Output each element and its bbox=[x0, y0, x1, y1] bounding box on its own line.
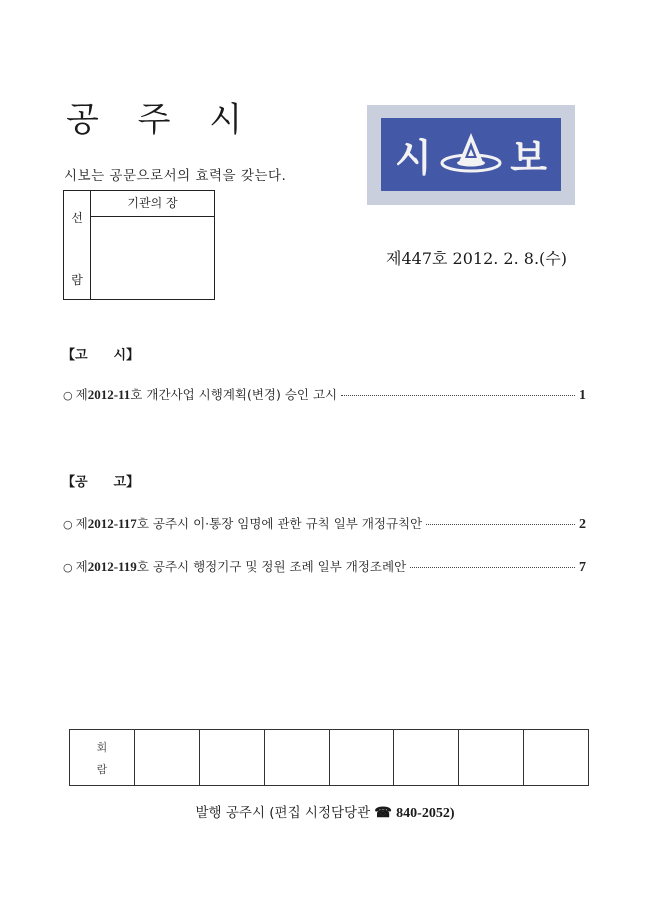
toc-leader-dots bbox=[426, 524, 575, 525]
sibo-logo bbox=[367, 105, 575, 205]
bullet-circle-icon: ○ bbox=[63, 389, 73, 402]
review-label-top: 선 bbox=[71, 211, 83, 225]
circulation-signature-cell bbox=[265, 730, 330, 785]
publisher-line bbox=[0, 801, 650, 822]
circulation-signature-cell bbox=[200, 730, 265, 785]
section-heading-announcement: 【고 시】 bbox=[62, 348, 140, 363]
toc-number: 2012-119 bbox=[87, 559, 137, 574]
toc-suffix: 호 bbox=[130, 387, 143, 402]
toc-prefix: 제 bbox=[75, 516, 88, 531]
toc-page-number: 7 bbox=[579, 560, 586, 575]
toc-leader-dots bbox=[341, 395, 575, 396]
review-box-header: 기관의 장 bbox=[91, 191, 214, 217]
circulation-signature-cell bbox=[135, 730, 200, 785]
publisher-text: 발행 공주시 (편집 시정담당관 bbox=[195, 805, 371, 821]
toc-title: 개간사업 시행계획(변경) 승인 고시 bbox=[146, 387, 338, 402]
phone-icon: ☎ bbox=[374, 806, 392, 821]
circulation-table bbox=[69, 729, 589, 786]
circulation-signature-cell bbox=[330, 730, 395, 785]
circulation-signature-cell bbox=[459, 730, 524, 785]
toc-page-number: 1 bbox=[579, 388, 586, 403]
toc-item[interactable] bbox=[63, 557, 586, 576]
toc-number: 2012-117 bbox=[87, 516, 137, 531]
review-box bbox=[63, 190, 215, 300]
toc-suffix: 호 bbox=[136, 559, 149, 574]
toc-title: 공주시 이·통장 임명에 관한 규칙 일부 개정규칙안 bbox=[152, 516, 423, 531]
review-box-side-label bbox=[64, 191, 91, 299]
section-heading-notice: 【공 고】 bbox=[62, 475, 140, 490]
circulation-signature-cell bbox=[524, 730, 588, 785]
toc-suffix: 호 bbox=[136, 516, 149, 531]
logo-char-left: 시 bbox=[395, 136, 432, 180]
bullet-circle-icon: ○ bbox=[63, 518, 73, 531]
legal-effect-notice: 시보는 공문으로서의 효력을 갖는다. bbox=[64, 168, 287, 184]
circulation-signature-cell bbox=[394, 730, 459, 785]
toc-item[interactable] bbox=[63, 514, 586, 533]
circulation-label-cell bbox=[70, 730, 135, 785]
bullet-circle-icon: ○ bbox=[63, 561, 73, 574]
toc-number: 2012-11 bbox=[87, 387, 131, 402]
circulation-label-bottom: 람 bbox=[96, 762, 108, 776]
phone-number: 840-2052) bbox=[396, 806, 455, 821]
toc-title: 공주시 행정기구 및 정원 조례 일부 개정조례안 bbox=[152, 559, 407, 574]
review-label-bottom: 람 bbox=[71, 273, 83, 287]
toc-item[interactable] bbox=[63, 385, 586, 404]
logo-char-right: 보 bbox=[510, 136, 547, 180]
toc-prefix: 제 bbox=[75, 559, 88, 574]
toc-leader-dots bbox=[410, 567, 575, 568]
sibo-logo-panel bbox=[381, 118, 561, 191]
issue-number-date: 제447호 2012. 2. 8.(수) bbox=[386, 249, 567, 268]
toc-page-number: 2 bbox=[579, 517, 586, 532]
circulation-label-top: 회 bbox=[96, 740, 108, 754]
city-title: 공 주 시 bbox=[66, 100, 257, 140]
triangle-ripple-emblem-icon bbox=[439, 130, 503, 180]
toc-prefix: 제 bbox=[75, 387, 88, 402]
